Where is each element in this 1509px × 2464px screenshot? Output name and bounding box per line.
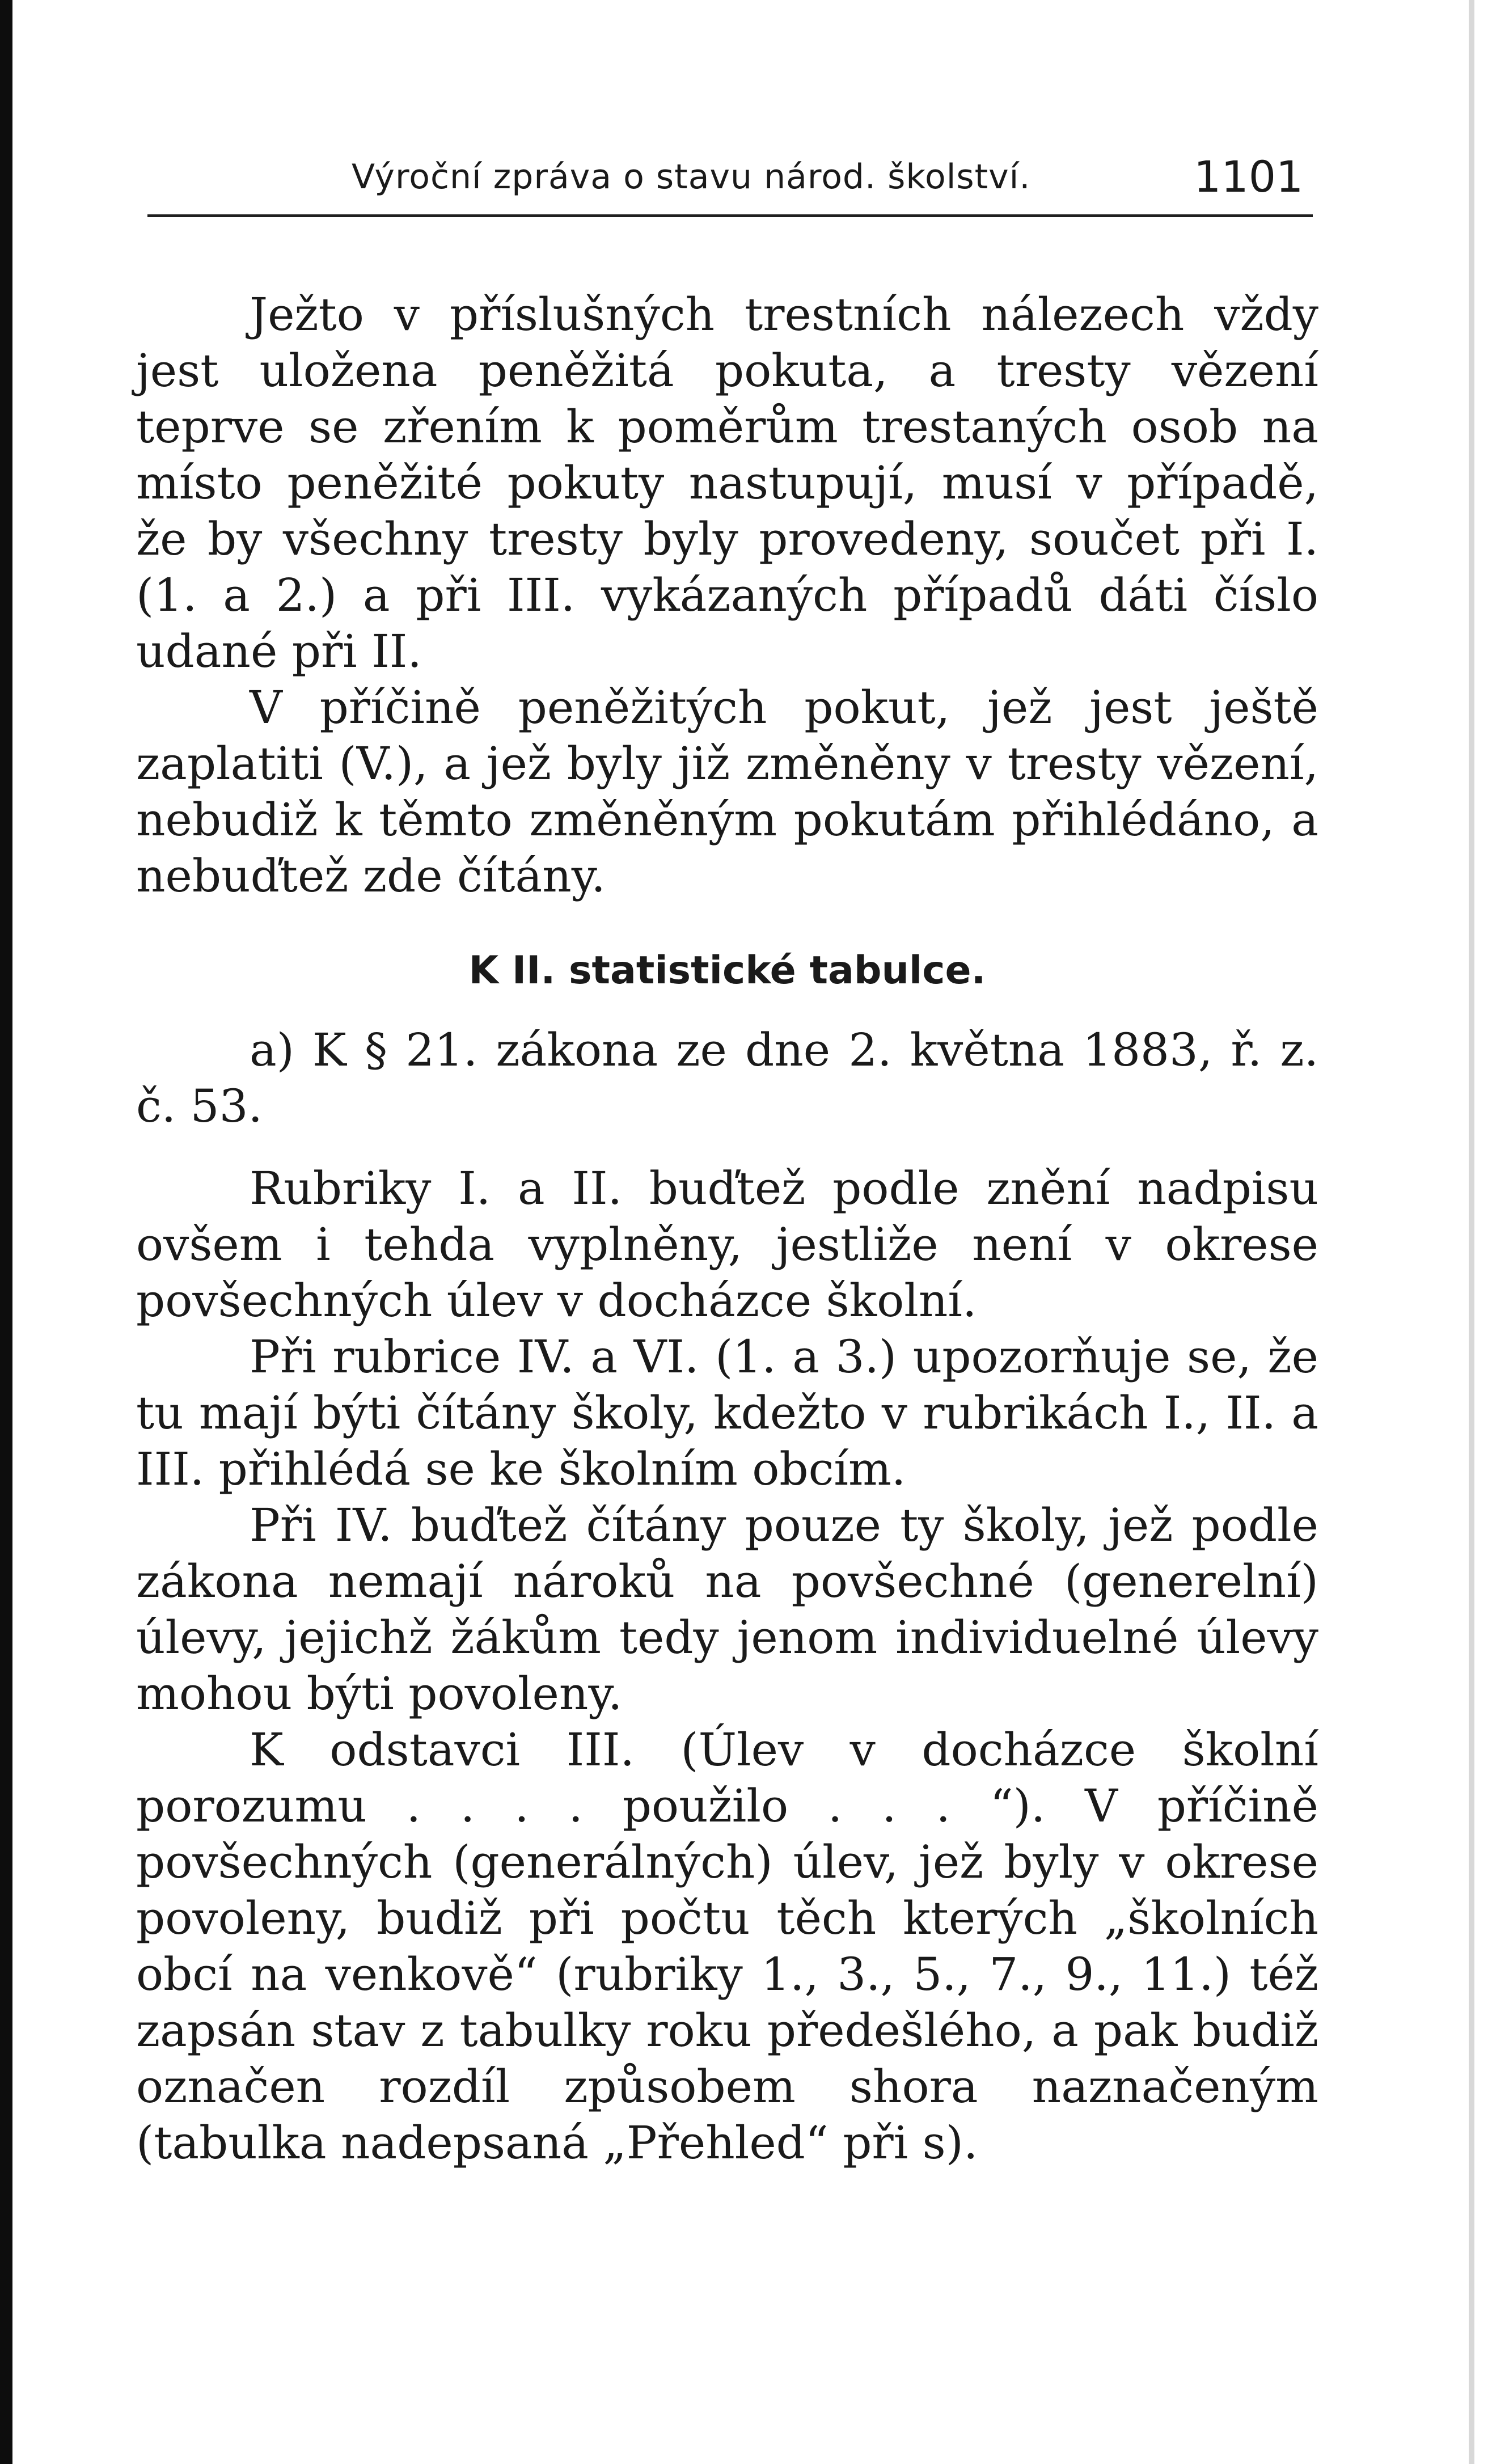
paragraph-5: Při rubrice IV. a VI. (1. a 3.) upozorňuje se, že tu mají býti čítány školy, kdežto v rubrikách I., II. a III. přihlédá se ke školním obcím.: [136, 1330, 1318, 1495]
scan-edge-right: [1469, 0, 1474, 2464]
running-header: Výroční zpráva o stavu národ. školství.: [352, 157, 1031, 197]
header-rule: [147, 214, 1313, 217]
paragraph-2: V příčině peněžitých pokut, jež jest ještě zaplatiti (V.), a jež byly již změněny v tresty vězení, nebudiž k těmto změněným pokutám přihlédáno, a nebuďtež zde čítány.: [136, 681, 1318, 902]
section-heading: K II. statistické tabulce.: [468, 948, 986, 993]
page-body: [136, 286, 1318, 2171]
paragraph-7: K odstavci III. (Úlev v docházce školní porozumu . . . . použilo . . . “). V příčině povšechných (generálných) úlev, jež byly v okrese povoleny, budiž při počtu těch kterých „školních obcí na venkově“ (rubriky 1., 3., 5., 7., 9., 11.) též zapsán stav z tabulky roku předešlého, a pak budiž označen rozdíl způsobem shora naznačeným (tabulka nadepsaná „Přehled“ při s).: [136, 1723, 1318, 2169]
paragraph-6: Při IV. buďtež čítány pouze ty školy, jež podle zákona nemají nároků na povšechné (generelní) úlevy, jejichž žákům tedy jenom individuelné úlevy mohou býti povoleny.: [136, 1499, 1318, 1720]
scan-border-left: [0, 0, 12, 2464]
paragraph-4: Rubriky I. a II. buďtež podle znění nadpisu ovšem i tehda vyplněny, jestliže není v okrese povšechných úlev v docházce školní.: [136, 1162, 1318, 1327]
page-number: 1101: [1194, 151, 1304, 202]
paragraph-3: a) K § 21. zákona ze dne 2. května 1883, ř. z. č. 53.: [136, 1024, 1318, 1132]
paragraph-1: Ježto v příslušných trestních nálezech vždy jest uložena peněžitá pokuta, a tresty vězení teprve se zřením k poměrům trestaných osob na místo peněžité pokuty nastupují, musí v případě, že by všechny tresty byly provedeny, součet při I. (1. a 2.) a při III. vykázaných případů dáti číslo udané při II.: [136, 288, 1318, 678]
